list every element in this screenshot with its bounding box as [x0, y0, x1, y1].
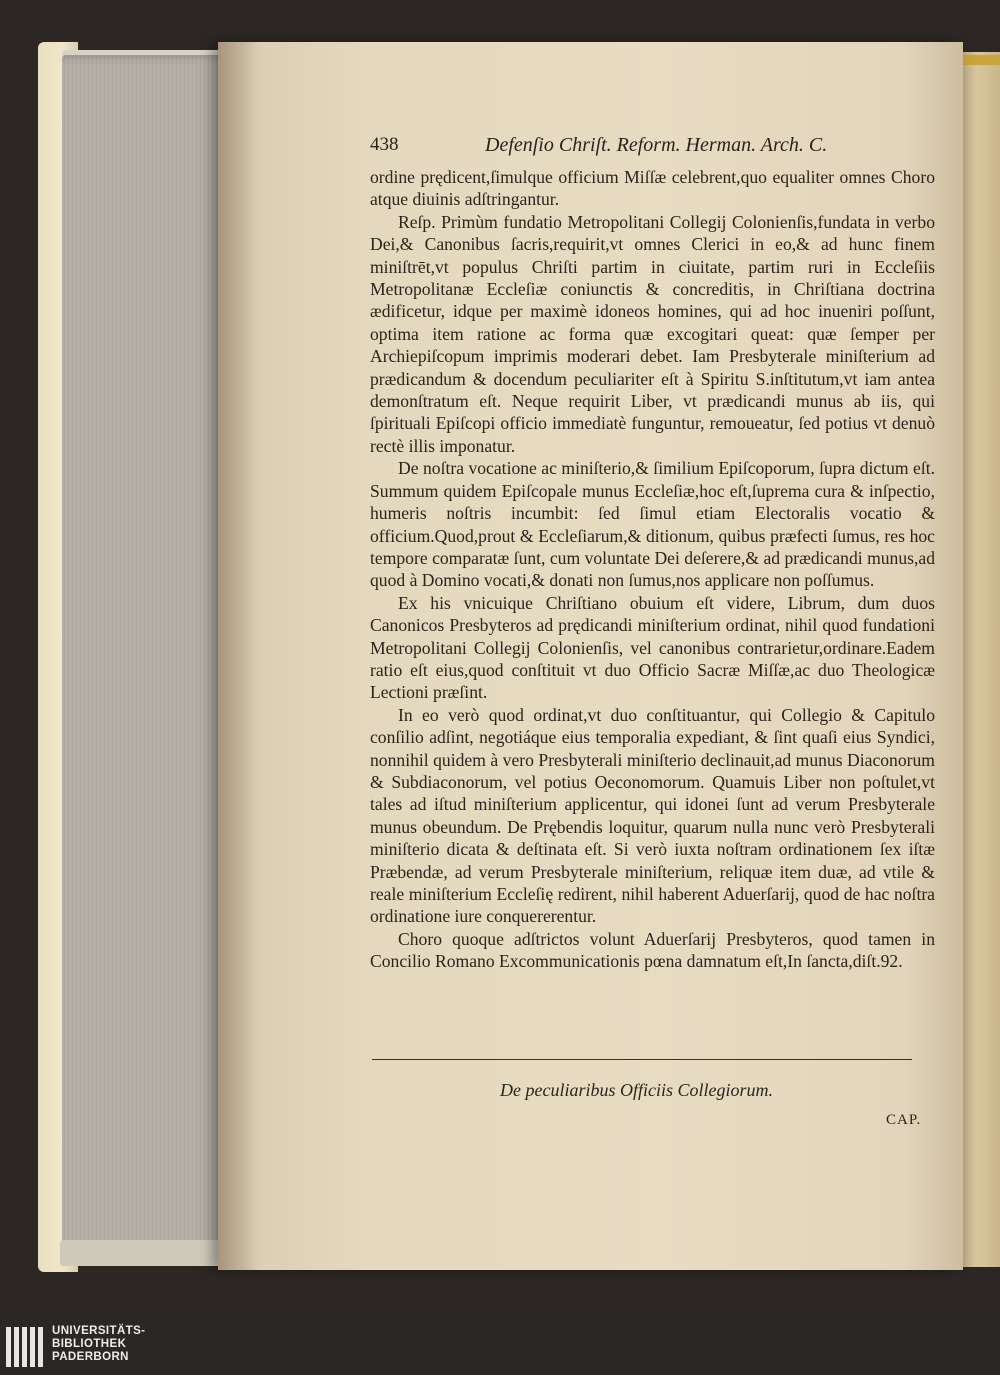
gutter-shadow	[218, 42, 258, 1270]
logo-line: UNIVERSITÄTS-	[52, 1325, 146, 1337]
logo-line: PADERBORN	[52, 1351, 129, 1363]
library-logo-text	[52, 1325, 145, 1364]
page-edges-bottom	[60, 1240, 232, 1266]
body-text	[370, 166, 935, 973]
library-logo-icon	[6, 1327, 44, 1367]
paragraph: Choro quoque adſtrictos volunt Aduerſarij Presbyteros, quod tamen in Concilio Romano Excommunicationis pœna damnatum eſt,In ſancta,diſt.92.	[370, 928, 935, 972]
page-number: 438	[370, 134, 399, 155]
page-edges-block	[62, 55, 230, 1255]
catchword: CAP.	[886, 1112, 922, 1128]
gilt-edge	[962, 55, 1000, 65]
paragraph: ordine prędicent,ſimulque officium Miſſæ celebrent,quo equaliter omnes Choro atque diuinis adſtringantur.	[370, 167, 935, 210]
book-cover-right	[962, 52, 1000, 1267]
paragraph: Reſp. Primùm fundatio Metropolitani Collegij Colonienſis,fundata in verbo Dei,& Canonibus ſacris,requirit,vt omnes Clerici in eo,& ad hunc finem miniſtrēt,vt populus Chriſti partim in ciuitate, partim ruri in Eccleſiis Metropolitanæ Eccleſiæ coniunctis & concreditis, in Chriſtiana doctrina ædificetur, idque per maximè idoneos homines, qui ad hoc inueniri poſſunt, optima item ratione ac forma quæ excogitari queat: quæ ſemper per Archiepiſcopum imprimis moderari debet. Iam Presbyterale miniſterium ad prædicandum & docendum peculiariter eſt à Spiritu S.inſtitutum,vt iam antea demonſtratum eſt. Neque requirit Liber, vt prædicandi munus ab iis, qui ſpirituali Epiſcopi officio immediatè funguntur, remoueatur, ſed potius vt denuò rectè illis imponatur.	[370, 211, 935, 456]
paragraph: In eo verò quod ordinat,vt duo conſtituantur, qui Collegio & Capitulo conſilio adſint, negotiáque eius temporalia expediant, & ſint quaſi eius Syndici, nonnihil quidem à vero Presbyterali miniſterio declinauit,ad munus Diaconorum & Subdiaconorum, vel potius Oeconomorum. Quamuis Liber non poſtulet,vt tales ad iſtud miniſterium applicentur, qui idonei ſunt ad verum Presbyterale munus obeundum. De Prębendis loquitur, quarum nulla nunc verò Presbyterali miniſterio dicata & deſtinata eſt. Si verò iuxta noſtram ordinationem ſex iſtæ Præbendæ, ad verum Presbyterale miniſterium, reliquæ item duæ, ad vtile & reale miniſterium Eccleſię redirent, nihil haberent Aduerſarij, quod de hac noſtra ordinatione iure conquererentur.	[370, 704, 935, 927]
running-head-title: Defenſio Chriſt. Reform. Herman. Arch. C.	[485, 134, 828, 156]
footer-bar	[0, 1320, 1000, 1375]
section-rule	[372, 1059, 912, 1060]
section-heading: De peculiaribus Officiis Collegiorum.	[500, 1080, 773, 1100]
paragraph: De noſtra vocatione ac miniſterio,& ſimilium Epiſcoporum, ſupra dictum eſt. Summum quidem Epiſcopale munus Eccleſiæ,hoc eſt,ſuprema cura & inſpectio, humeris noſtris incumbit: ſed ſimul etiam Electoralis vocatio & officium.Quod,prout & Eccleſiarum,& ditionum, quibus præfecti ſumus, res hoc tempore comparatæ ſunt, cum voluntate Dei deſerere,& ad prædicandi munus,ad quod à Domino vocati,& donati non ſumus,nos applicare non poſſumus.	[370, 458, 935, 591]
paragraph: Ex his vnicuique Chriſtiano obuium eſt videre, Librum, dum duos Canonicos Presbyteros ad prędicandi miniſterium ordinat, nihil quod fundationi Metropolitani Collegij Colonienſis, vel canonibus contrarietur,ordinare.Eadem ratio eſt eius,quod conſtituit vt duo Officio Sacræ Miſſæ,ac duo Theologicæ Lectioni præſint.	[370, 592, 935, 703]
running-head	[370, 134, 930, 162]
logo-line: BIBLIOTHEK	[52, 1338, 127, 1350]
